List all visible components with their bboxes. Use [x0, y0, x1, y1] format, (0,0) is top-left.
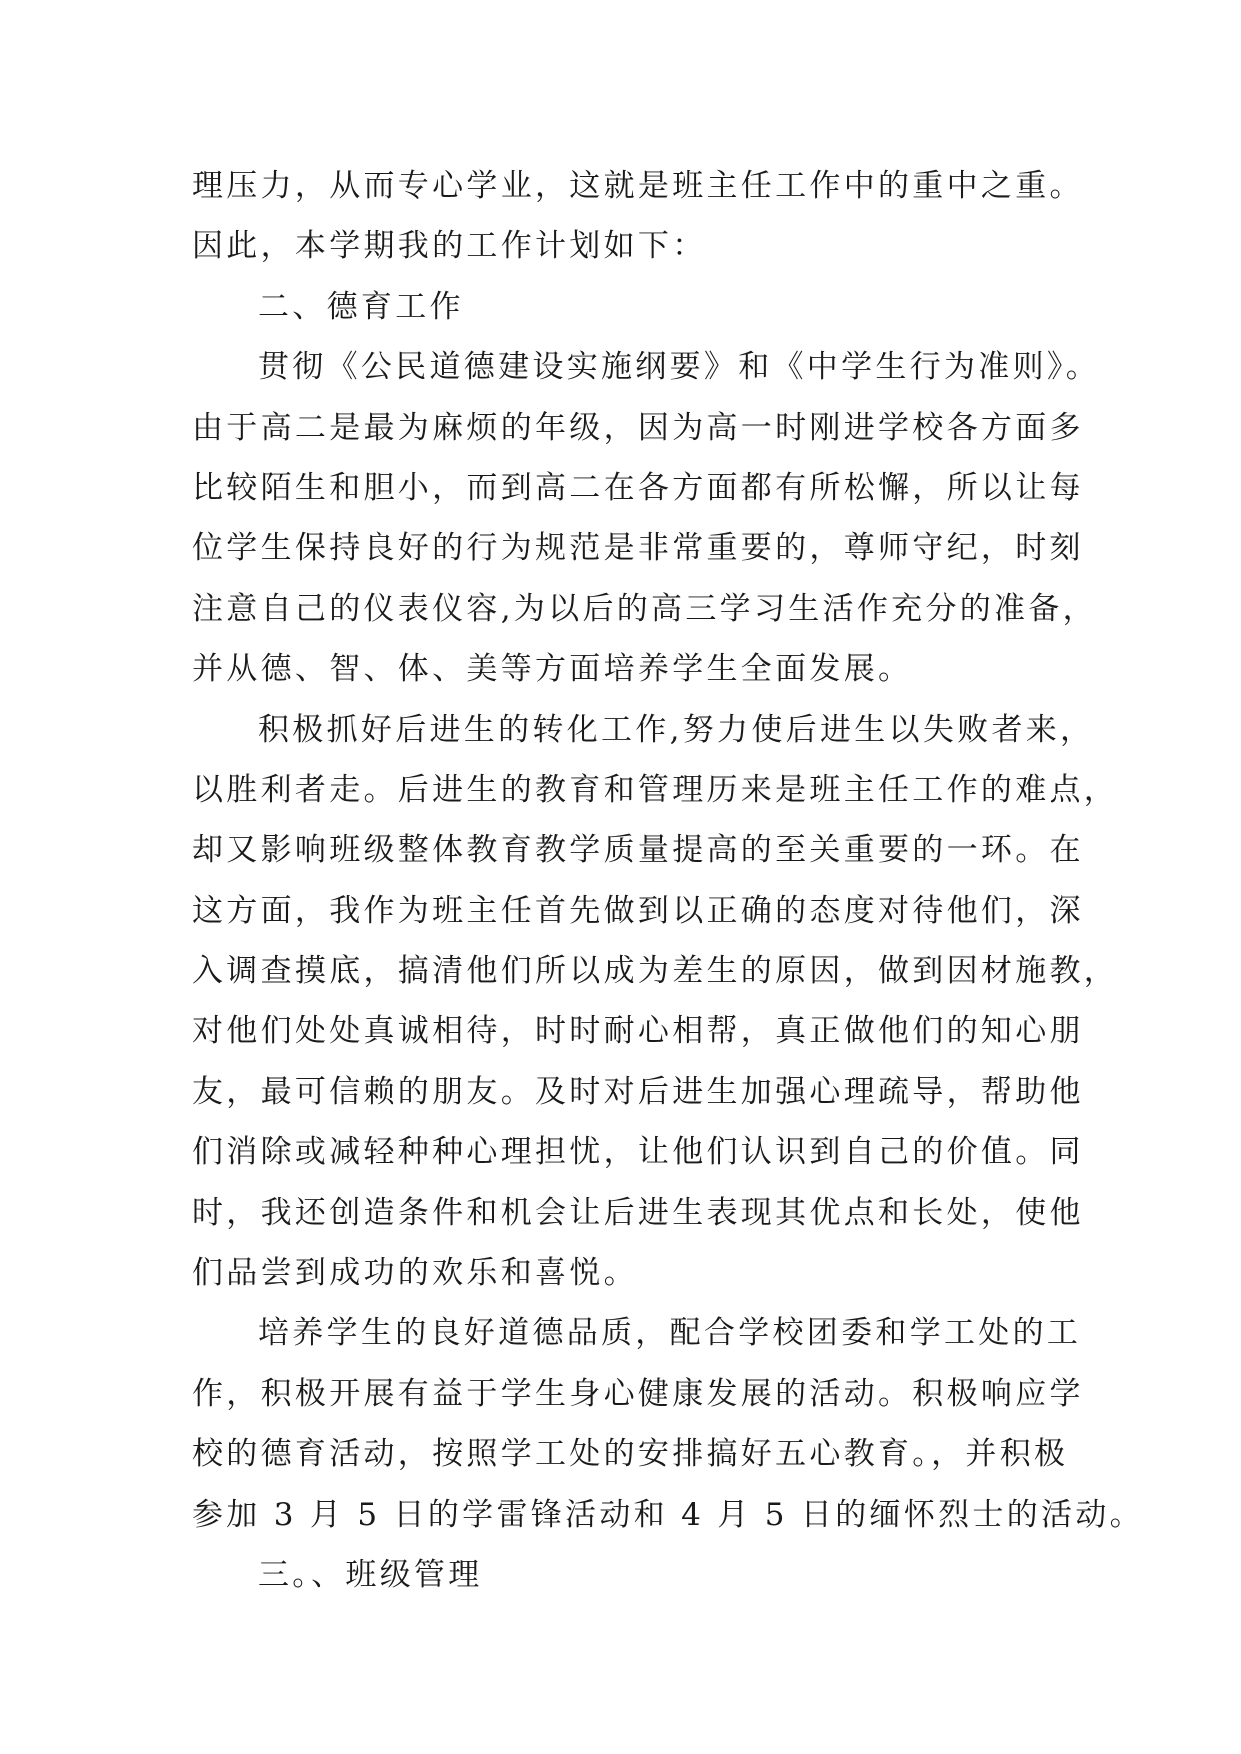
- text-line: 这方面，我作为班主任首先做到以正确的态度对待他们，深: [192, 892, 1084, 929]
- text-line: 并从德、智、体、美等方面培养学生全面发展。: [192, 651, 913, 688]
- document-body: [192, 156, 1144, 1605]
- text-line: 参加 3 月 5 日的学雷锋活动和 4 月 5 日的缅怀烈士的活动。: [192, 1496, 1144, 1533]
- text-line: 由于高二是最为麻烦的年级，因为高一时刚进学校各方面多: [192, 409, 1084, 446]
- text-line: 比较陌生和胆小，而到高二在各方面都有所松懈，所以让每: [192, 469, 1084, 506]
- text-line: 校的德育活动，按照学工处的安排搞好五心教育。，并积极: [192, 1436, 1069, 1473]
- text-line: 培养学生的良好道德品质，配合学校团委和学工处的工: [258, 1315, 1082, 1352]
- text-line: 以胜利者走。后进生的教育和管理历来是班主任工作的难点，: [192, 771, 1119, 808]
- text-line: 二、德育工作: [258, 288, 464, 325]
- text-line: 积极抓好后进生的转化工作,努力使后进生以失败者来，: [258, 711, 1095, 748]
- text-line: 对他们处处真诚相待，时时耐心相帮，真正做他们的知心朋: [192, 1013, 1084, 1050]
- text-line: 位学生保持良好的行为规范是非常重要的，尊师守纪，时刻: [192, 530, 1084, 567]
- text-line: 友，最可信赖的朋友。及时对后进生加强心理疏导，帮助他: [192, 1073, 1084, 1110]
- text-line: 们品尝到成功的欢乐和喜悦。: [192, 1255, 638, 1292]
- text-line: 作，积极开展有益于学生身心健康发展的活动。积极响应学: [192, 1375, 1084, 1412]
- text-line: 理压力，从而专心学业，这就是班主任工作中的重中之重。: [192, 168, 1084, 204]
- text-line: 贯彻《公民道德建设实施纲要》和《中学生行为准则》。: [258, 349, 1100, 386]
- text-line: 三。、班级管理: [258, 1556, 483, 1593]
- text-line: 因此，本学期我的工作计划如下：: [192, 228, 707, 265]
- text-line: 注意自己的仪表仪容,为以后的高三学习生活作充分的准备，: [192, 590, 1097, 627]
- text-line: 时，我还创造条件和机会让后进生表现其优点和长处，使他: [192, 1194, 1084, 1231]
- text-line: 们消除或减轻种种心理担忧，让他们认识到自己的价值。同: [192, 1134, 1084, 1171]
- text-line: 却又影响班级整体教育教学质量提高的至关重要的一环。在: [192, 832, 1084, 869]
- text-line: 入调查摸底，搞清他们所以成为差生的原因，做到因材施教，: [192, 953, 1119, 990]
